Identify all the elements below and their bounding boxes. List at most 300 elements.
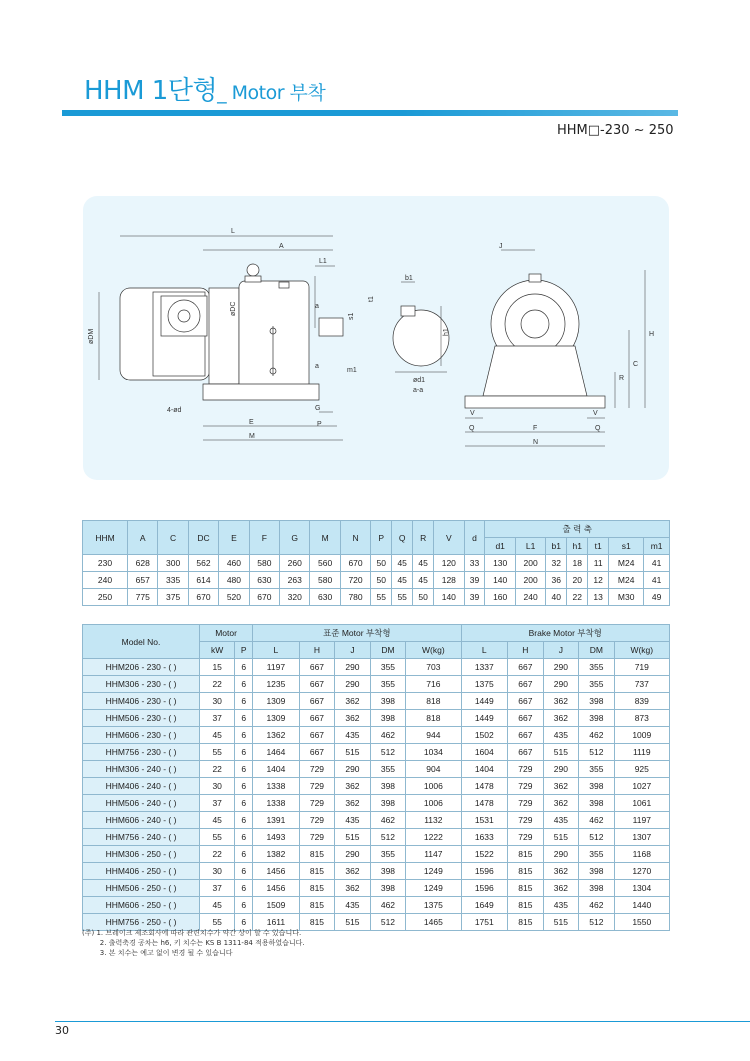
table-cell: 512 [370,829,406,846]
table-cell: 11 [588,555,609,572]
table-cell: 667 [508,659,544,676]
table-cell: 37 [200,710,235,727]
table-cell: 128 [434,572,464,589]
table-cell: 22 [567,589,588,606]
table-cell: 49 [644,589,670,606]
table-cell: 1006 [406,778,461,795]
dim-F: F [533,425,538,432]
table-cell: 515 [335,829,371,846]
table-cell: 729 [299,829,335,846]
table-cell: 362 [335,880,371,897]
dim-h1: h1 [443,328,450,336]
table-cell: 120 [434,555,464,572]
table-cell: 1235 [253,676,300,693]
dim-P: P [317,421,322,428]
table-cell: 398 [579,863,615,880]
th-t1: t1 [588,538,609,555]
table-cell: 1404 [253,761,300,778]
table-cell: 1596 [461,880,508,897]
table-cell: 1304 [614,880,669,897]
table-cell: HHM306 - 250 - ( ) [83,846,200,863]
table-cell: 45 [413,572,434,589]
table-cell: 1197 [614,812,669,829]
table-cell: 290 [543,761,579,778]
table-cell: 1596 [461,863,508,880]
th-std-h: H [299,642,335,659]
drawing-svg [83,196,669,480]
table-cell: 1509 [253,897,300,914]
table-cell: 1006 [406,795,461,812]
table-cell: 1338 [253,778,300,795]
model-range: HHM□-230 ~ 250 [557,123,674,138]
table-cell: 55 [392,589,413,606]
table-cell: 362 [543,693,579,710]
table-row [83,897,670,914]
table-cell: 818 [406,710,461,727]
table-cell: 362 [335,693,371,710]
dim-V2: V [593,410,598,417]
table-row [83,744,670,761]
table-cell: 1449 [461,693,508,710]
dim-A: A [279,243,284,250]
table-cell: 130 [485,555,515,572]
table-cell: 398 [370,795,406,812]
th-std-l: L [253,642,300,659]
table-cell: M24 [609,572,644,589]
table-cell: 815 [508,863,544,880]
table-cell: 40 [546,589,567,606]
th-h1: h1 [567,538,588,555]
table-cell: 1337 [461,659,508,676]
table-cell: 362 [335,795,371,812]
table-cell: 1440 [614,897,669,914]
table-row [83,812,670,829]
th-f: F [249,521,279,555]
dim-C: C [633,361,639,368]
dim-R: R [619,375,625,382]
table-cell: 435 [335,812,371,829]
table-row [83,676,670,693]
table-cell: M24 [609,555,644,572]
table-cell: HHM306 - 240 - ( ) [83,761,200,778]
table-cell: 667 [508,727,544,744]
table-cell: 50 [413,589,434,606]
table-cell: 667 [299,676,335,693]
dim-4d: 4-ød [167,407,182,414]
th-g: G [280,521,310,555]
table-cell: 670 [340,555,370,572]
table-cell: 6 [235,897,253,914]
table-cell: HHM406 - 240 - ( ) [83,778,200,795]
table-cell: 460 [219,555,249,572]
table-cell: 815 [508,914,544,931]
table-cell: 512 [370,914,406,931]
table-cell: 515 [335,744,371,761]
table-cell: 515 [543,744,579,761]
table-cell: 667 [508,676,544,693]
table-cell: 1147 [406,846,461,863]
footer-rule [55,1021,750,1022]
dim-d1: ød1 [413,377,426,384]
table-cell: 45 [392,572,413,589]
table-cell: 480 [219,572,249,589]
dim-b1: b1 [405,275,413,282]
table-row [83,589,670,606]
table-cell: 45 [200,812,235,829]
table-row [83,880,670,897]
table-cell: 290 [335,676,371,693]
table-cell: 45 [413,555,434,572]
table-cell: 1465 [406,914,461,931]
table-cell: 55 [200,744,235,761]
table-cell: 630 [249,572,279,589]
th-brk-w: W(kg) [614,642,669,659]
table-cell: 729 [508,761,544,778]
th-brake-motor: Brake Motor 부착형 [461,625,669,642]
table-cell: 729 [508,829,544,846]
table-cell: 818 [406,693,461,710]
table-cell: 462 [579,897,615,914]
table-cell: 1404 [461,761,508,778]
table-cell: 775 [128,589,158,606]
table-cell: 630 [310,589,340,606]
table-cell: 263 [280,572,310,589]
dim-a1: a [315,303,319,310]
note-3: 3. 본 치수는 예고 없이 변경 될 수 있습니다 [82,949,233,957]
table-cell: 729 [299,761,335,778]
th-brk-l: L [461,642,508,659]
th-b1: b1 [546,538,567,555]
table-cell: 667 [508,710,544,727]
table-cell: 6 [235,812,253,829]
table-cell: 30 [200,863,235,880]
table-cell: 41 [644,572,670,589]
table-cell: 6 [235,778,253,795]
table-cell: 30 [200,693,235,710]
table-cell: 667 [299,727,335,744]
table-cell: 435 [335,727,371,744]
table-cell: 140 [485,572,515,589]
table-cell: HHM406 - 230 - ( ) [83,693,200,710]
table-cell: 12 [588,572,609,589]
table-cell: 815 [299,897,335,914]
dim-E: E [249,419,254,426]
table-row [83,829,670,846]
table-cell: 1168 [614,846,669,863]
table-cell: 37 [200,880,235,897]
table-cell: 1222 [406,829,461,846]
dim-H: H [649,331,655,338]
dim-L: L [231,228,235,235]
table-cell: 55 [200,914,235,931]
table-cell: 6 [235,846,253,863]
table-cell: HHM506 - 250 - ( ) [83,880,200,897]
dimension-table [82,520,670,606]
table-cell: 200 [515,572,545,589]
table-cell: 719 [614,659,669,676]
table-cell: 873 [614,710,669,727]
table-row [83,659,670,676]
table-cell: 562 [188,555,218,572]
table-cell: 729 [508,795,544,812]
table-cell: 1249 [406,880,461,897]
th-std-j: J [335,642,371,659]
th-brk-dm: DM [579,642,615,659]
title-underline [62,110,678,116]
dim-aa: a-a [413,387,424,394]
dim-N: N [533,439,539,446]
table-cell: M30 [609,589,644,606]
table-row [83,693,670,710]
table-cell: 362 [543,778,579,795]
table-cell: 1751 [461,914,508,931]
table-cell: 703 [406,659,461,676]
table-cell: 667 [508,744,544,761]
table-cell: 1009 [614,727,669,744]
table-cell: 39 [464,589,485,606]
th-s1: s1 [609,538,644,555]
table-cell: 1309 [253,710,300,727]
table-cell: 729 [299,778,335,795]
reducer-body [239,281,309,391]
table-row [83,846,670,863]
table-cell: 6 [235,659,253,676]
table-cell: 944 [406,727,461,744]
table-cell: 1522 [461,846,508,863]
th-p: P [371,521,392,555]
table-cell: 560 [310,555,340,572]
table-cell: 815 [508,880,544,897]
table-cell: 30 [200,778,235,795]
table-cell: 435 [543,727,579,744]
dim-Q1: Q [469,425,475,432]
th-c: C [158,521,188,555]
dim-DC: øDC [230,301,237,316]
table-cell: 1270 [614,863,669,880]
table-cell: 1502 [461,727,508,744]
table-cell: 362 [543,880,579,897]
table-cell: 670 [188,589,218,606]
table-cell: 6 [235,744,253,761]
dim-s1: s1 [348,312,355,320]
table-cell: HHM406 - 250 - ( ) [83,863,200,880]
table-cell: 355 [370,846,406,863]
table-row [83,761,670,778]
table-cell: 240 [83,572,128,589]
th-hhm: HHM [83,521,128,555]
table-cell: HHM506 - 230 - ( ) [83,710,200,727]
table-cell: 667 [299,744,335,761]
table-cell: 1493 [253,829,300,846]
table-cell: 230 [83,555,128,572]
table-cell: 1338 [253,795,300,812]
table-cell: 1604 [461,744,508,761]
table-cell: 462 [579,812,615,829]
table-cell: 260 [280,555,310,572]
table-cell: 462 [370,812,406,829]
table-row [83,555,670,572]
th-motor: Motor [200,625,253,642]
table-cell: 355 [579,846,615,863]
table-cell: HHM606 - 250 - ( ) [83,897,200,914]
foot-base [203,384,319,400]
th-dc: DC [188,521,218,555]
table-cell: 290 [335,846,371,863]
dim-DM: øDM [88,328,95,344]
table-cell: 55 [200,829,235,846]
table-cell: 780 [340,589,370,606]
th-d: d [464,521,485,555]
note-2: 2. 출력축경 공차는 h6, 키 치수는 KS B 1311-84 적용하였습니다. [82,939,305,947]
th-n: N [340,521,370,555]
table-cell: 33 [464,555,485,572]
table-cell: 1061 [614,795,669,812]
table-cell: 398 [579,880,615,897]
table-cell: HHM206 - 230 - ( ) [83,659,200,676]
table-row [83,727,670,744]
table-cell: 6 [235,710,253,727]
table-cell: 1362 [253,727,300,744]
table-cell: 6 [235,693,253,710]
table-cell: 1550 [614,914,669,931]
table-cell: 6 [235,795,253,812]
table-cell: 290 [335,761,371,778]
table-cell: 1611 [253,914,300,931]
th-output-shaft: 출 력 축 [485,521,670,538]
table-cell: 290 [543,659,579,676]
table-cell: 1034 [406,744,461,761]
th-model-no: Model No. [83,625,200,659]
table-cell: 729 [299,795,335,812]
eye-bolt [247,264,259,276]
dim-a2: a [315,363,319,370]
table-cell: 720 [340,572,370,589]
table-cell: 398 [579,795,615,812]
table-cell: 335 [158,572,188,589]
table-cell: 1309 [253,693,300,710]
th-d1: d1 [485,538,515,555]
table-cell: 398 [370,693,406,710]
table-cell: 515 [335,914,371,931]
table-cell: 320 [280,589,310,606]
output-shaft [319,318,343,336]
table-cell: 580 [310,572,340,589]
table-cell: 1249 [406,863,461,880]
table-cell: 815 [299,914,335,931]
th-std-dm: DM [370,642,406,659]
table-cell: 13 [588,589,609,606]
table-cell: 355 [370,659,406,676]
table-row [83,795,670,812]
table-cell: 55 [371,589,392,606]
table-cell: 580 [249,555,279,572]
table-cell: 290 [543,846,579,863]
th-e: E [219,521,249,555]
table-cell: 1478 [461,795,508,812]
table-cell: 6 [235,914,253,931]
table-row [83,778,670,795]
table-cell: 398 [579,778,615,795]
table-cell: 6 [235,829,253,846]
table-cell: 300 [158,555,188,572]
dim-L1: L1 [319,258,327,265]
dim-J: J [499,243,503,250]
table-cell: HHM756 - 250 - ( ) [83,914,200,931]
table-cell: 815 [299,863,335,880]
table-cell: 729 [508,812,544,829]
th-brk-j: J [543,642,579,659]
table-cell: 435 [543,812,579,829]
table-cell: 1197 [253,659,300,676]
table-cell: 1382 [253,846,300,863]
table-cell: 815 [299,846,335,863]
table-cell: 1132 [406,812,461,829]
table-cell: 512 [579,829,615,846]
table-cell: HHM306 - 230 - ( ) [83,676,200,693]
table-cell: 925 [614,761,669,778]
table-cell: 815 [508,846,544,863]
note-1: (주) 1. 브레이크 제조회사에 따라 관련치수가 약간 상이 할 수 있습니다. [82,929,302,937]
table-cell: 614 [188,572,218,589]
dim-G: G [315,405,321,412]
table-cell: 512 [370,744,406,761]
table-cell: 200 [515,555,545,572]
table-cell: 6 [235,676,253,693]
th-a: A [128,521,158,555]
title-main: HHM 1단형 [84,76,218,106]
table-cell: 628 [128,555,158,572]
table-cell: 515 [543,914,579,931]
table-cell: 512 [579,914,615,931]
table-row [83,572,670,589]
table-cell: 1307 [614,829,669,846]
table-cell: 22 [200,846,235,863]
table-cell: 36 [546,572,567,589]
table-cell: 1119 [614,744,669,761]
table-cell: 1449 [461,710,508,727]
table-cell: 1464 [253,744,300,761]
table-cell: HHM606 - 230 - ( ) [83,727,200,744]
dimension-drawing [83,196,669,480]
th-r: R [413,521,434,555]
dim-Q2: Q [595,425,601,432]
table-cell: 22 [200,761,235,778]
table-cell: 41 [644,555,670,572]
table-cell: 1478 [461,778,508,795]
model-table [82,624,670,931]
table-cell: 657 [128,572,158,589]
table-cell: 20 [567,572,588,589]
table-cell: 398 [579,710,615,727]
table-row [83,863,670,880]
dim-V1: V [470,410,475,417]
shaft-section [393,310,449,366]
table-cell: 362 [543,795,579,812]
table-cell: 45 [392,555,413,572]
table-cell: 398 [370,880,406,897]
table-cell: 398 [370,778,406,795]
table-cell: 1375 [406,897,461,914]
th-kw: kW [200,642,235,659]
table-cell: 815 [508,897,544,914]
table-cell: 37 [200,795,235,812]
table-cell: 515 [543,829,579,846]
th-brk-h: H [508,642,544,659]
table-cell: 667 [299,710,335,727]
th-v: V [434,521,464,555]
table-cell: 1531 [461,812,508,829]
table-cell: 435 [543,897,579,914]
